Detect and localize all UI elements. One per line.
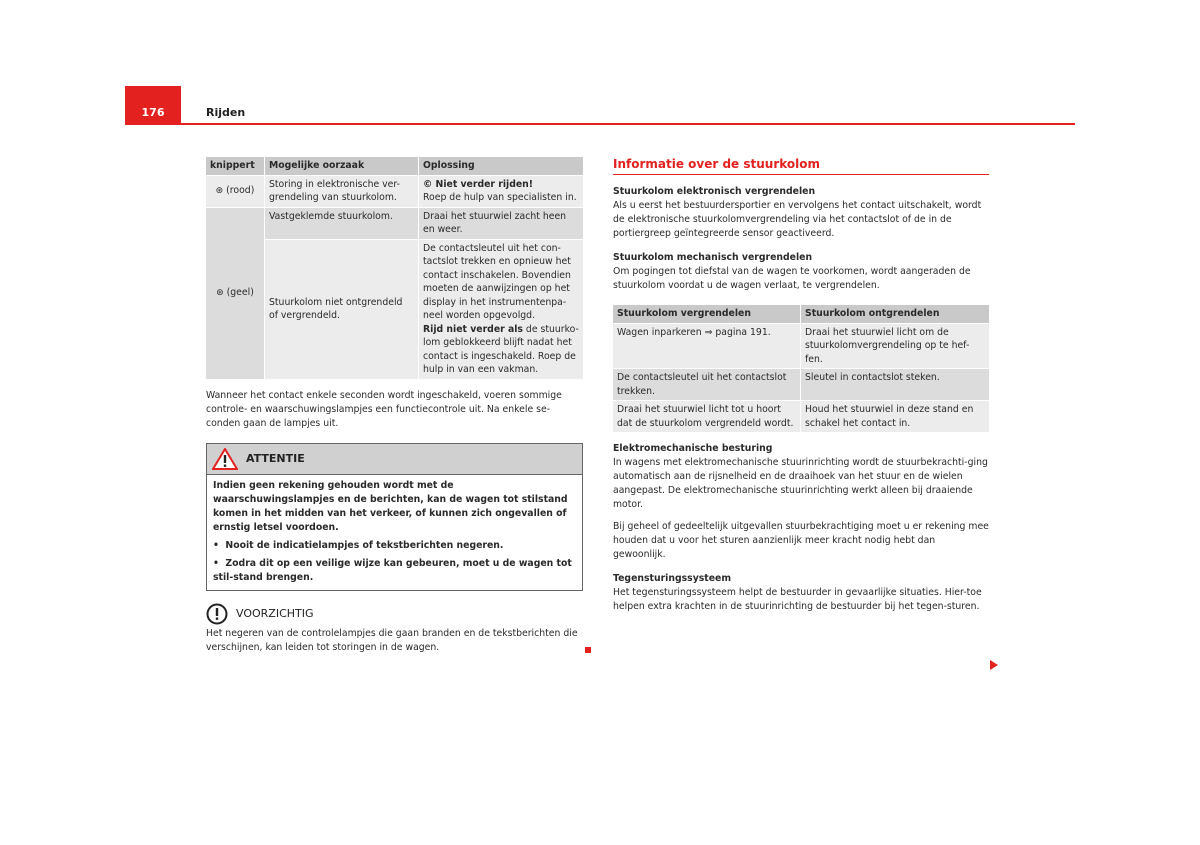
table-row	[206, 175, 583, 207]
column-header: Oplossing	[419, 157, 583, 175]
warning-lamp-table	[206, 157, 583, 379]
column-header: Stuurkolom vergrendelen	[613, 305, 801, 323]
section-end-marker	[585, 647, 591, 653]
steering-column-lamp-icon: ⊛	[216, 287, 224, 298]
column-header: Stuurkolom ontgrendelen	[801, 305, 989, 323]
header-rule	[125, 123, 1075, 125]
caution-exclamation-icon	[206, 603, 228, 625]
table-cell: De contactsleutel uit het contactslot trekken.	[613, 368, 801, 400]
lamp-cell: ⊛ (rood)	[206, 175, 265, 207]
solution-cell: © Niet verder rijden! Roep de hulp van specialisten in.	[419, 175, 583, 207]
continue-arrow-icon	[990, 660, 998, 670]
subheading: Elektromechanische besturing	[613, 443, 773, 454]
lamp-cell: ⊛ (geel)	[206, 207, 265, 379]
caution-header	[206, 603, 583, 625]
column-header: Mogelijke oorzaak	[265, 157, 419, 175]
table-header-row	[206, 157, 583, 175]
column-header: knippert	[206, 157, 265, 175]
solution-cell: De contactsleutel uit het con-tactslot trekken en opnieuw het contact inschakelen. Bovendien moeten de aanwijzingen op het display in het instrumentenpa-neel worden opgevolgd. Rijd niet verder als de stuurko-lom geblokkeerd blijft nadat het contact is ingeschakeld. Roep de hulp in van een vakman.	[419, 239, 583, 379]
left-column	[206, 157, 583, 655]
paragraph: Om pogingen tot diefstal van de wagen te voorkomen, wordt aangeraden de stuurkolom voordat u de wagen verlaat, te vergrendelen.	[613, 266, 971, 291]
warning-body	[207, 475, 582, 590]
lock-unlock-table	[613, 305, 989, 432]
paragraph: Het tegensturingssysteem helpt de bestuurder in gevaarlijke situaties. Hier-toe helpen extra krachten in de stuurinrichting de bestuurder bij het tegen-sturen.	[613, 587, 982, 612]
caution-title: VOORZICHTIG	[236, 606, 314, 620]
table-row	[206, 207, 583, 239]
section-heading: Informatie over de stuurkolom	[613, 157, 989, 175]
table-cell: Draai het stuurwiel licht om de stuurkolomvergrendeling op te hef-fen.	[801, 323, 989, 369]
page-number: 176	[141, 106, 165, 119]
table-cell: Sleutel in contactslot steken.	[801, 368, 989, 400]
warning-header	[207, 444, 582, 475]
table-cell: Draai het stuurwiel licht tot u hoort dat de stuurkolom vergrendeld wordt.	[613, 400, 801, 432]
paragraph: Bij geheel of gedeeltelijk uitgevallen stuurbekrachtiging moet u er rekening mee houden dat u voor het sturen aanzienlijk meer kracht nodig hebt dan gewoonlijk.	[613, 521, 989, 560]
caution-text: Het negeren van de controlelampjes die gaan branden en de tekstberichten die verschijnen, kan leiden tot storingen in de wagen.	[206, 627, 578, 653]
table-row	[613, 323, 989, 369]
right-column	[613, 157, 989, 614]
paragraph: In wagens met elektromechanische stuurinrichting wordt de stuurbekrachti-ging automatisch aan de rijsnelheid en de draaihoek van het stuur en de wielen aangepast. De elektromechanische stuurinrichting werkt alleen bij draaiende motor.	[613, 457, 988, 510]
subheading: Tegensturingssysteem	[613, 573, 732, 584]
cause-cell: Stuurkolom niet ontgrendeld of vergrendeld.	[265, 239, 419, 379]
solution-cell: Draai het stuurwiel zacht heen en weer.	[419, 207, 583, 239]
table-row	[613, 368, 989, 400]
warning-text: Indien geen rekening gehouden wordt met de waarschuwingslampjes en de berichten, kan de wagen tot stilstand komen in het midden van het verkeer, of kunnen zich ongevallen of ernstig letsel voordoen.	[213, 479, 568, 533]
warning-title: ATTENTIE	[246, 451, 305, 465]
warning-triangle-icon	[212, 448, 238, 470]
steering-column-lamp-icon: ⊛	[215, 185, 224, 196]
paragraph: Als u eerst het bestuurdersportier en vervolgens het contact uitschakelt, wordt de elektronische stuurkolomvergrendeling via het contactslot of de in de portiergreep geïntegreerde sensor geactiveerd.	[613, 200, 982, 239]
section-title: Rijden	[206, 106, 246, 119]
intro-paragraph: Wanneer het contact enkele seconden wordt ingeschakeld, voeren sommige controle- en waarschuwingslampjes een functiecontrole uit. Na enkele se-conden gaan de lampjes uit.	[206, 389, 562, 429]
table-header-row	[613, 305, 989, 323]
table-row	[613, 400, 989, 432]
warning-bullet: • Nooit de indicatielampjes of tekstberichten negeren.	[213, 539, 504, 551]
stop-icon: ©	[423, 178, 433, 190]
subheading: Stuurkolom elektronisch vergrendelen	[613, 186, 816, 197]
table-cell: Houd het stuurwiel in deze stand en schakel het contact in.	[801, 400, 989, 432]
cause-cell: Storing in elektronische ver-grendeling van stuurkolom.	[265, 175, 419, 207]
warning-bullet: • Zodra dit op een veilige wijze kan gebeuren, moet u de wagen tot stil-stand brengen.	[213, 557, 572, 583]
warning-box	[206, 443, 583, 591]
subheading: Stuurkolom mechanisch vergrendelen	[613, 252, 813, 263]
table-cell: Wagen inparkeren ⇒ pagina 191.	[613, 323, 801, 369]
cause-cell: Vastgeklemde stuurkolom.	[265, 207, 419, 239]
